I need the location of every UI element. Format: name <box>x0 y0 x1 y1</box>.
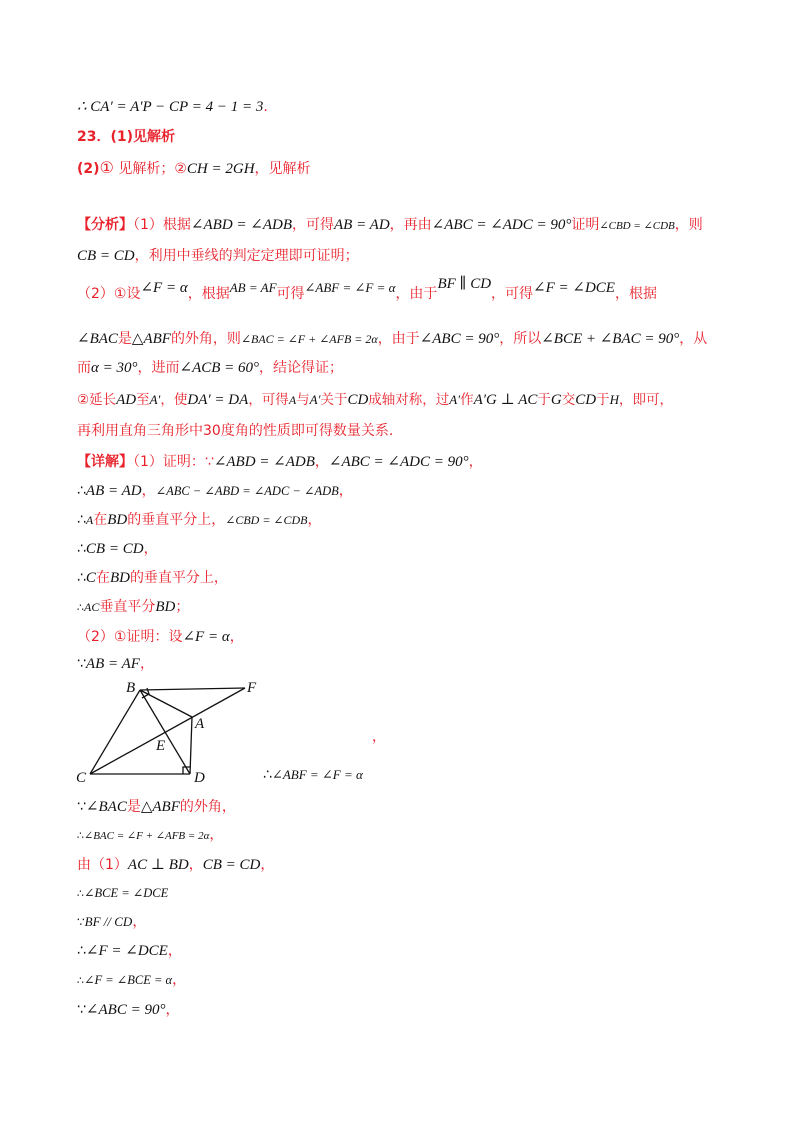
segment-cf <box>90 688 245 774</box>
math-expression: CB = CD <box>85 541 144 557</box>
text: (2) <box>77 161 100 177</box>
text: ，从 <box>679 331 708 347</box>
detail-line-10 <box>77 825 223 846</box>
math-expression: ∠BCE = ∠DCE <box>84 886 169 900</box>
text: ，即可， <box>618 392 673 408</box>
text: ，所以 <box>499 331 542 347</box>
detail-line-16 <box>77 1000 179 1020</box>
text: （2）①设 <box>77 286 141 302</box>
math-expression: ∠ABD = ∠ADB <box>190 217 292 233</box>
math-expression: A′G ⊥ AC <box>473 392 538 408</box>
math-expression: ∠CBD = ∠CDB <box>225 513 308 527</box>
text: ，由于 <box>377 331 420 347</box>
because-symbol: ∵ <box>77 656 86 672</box>
math-expression: ∠ABC = ∠ADC = 90° <box>328 454 469 470</box>
text: 23．(1)见解析 <box>77 129 176 145</box>
math-expression: ∠ABF = ∠F = α <box>304 280 396 295</box>
detail-line-11 <box>77 855 274 875</box>
math-expression: AD <box>116 392 137 408</box>
text: 在 <box>95 570 110 586</box>
math-expression: ∠ABC = 90° <box>85 1002 166 1018</box>
text: 与 <box>296 392 310 408</box>
text: ，见解析 <box>254 161 311 177</box>
text: 可得 <box>276 286 305 302</box>
label-a: A <box>195 716 205 732</box>
detail-line-5 <box>77 568 228 588</box>
math-expression: ∠ABC − ∠ABD = ∠ADC − ∠ADB <box>155 484 339 498</box>
text: ，根据 <box>614 286 657 302</box>
text-punct: . <box>263 99 268 115</box>
text: ，结论得证； <box>259 360 344 376</box>
text: ， <box>307 512 322 528</box>
detail-line-15 <box>77 970 186 991</box>
math-expression: ∴ CA′ = A′P − CP = 4 − 1 = 3 <box>77 99 264 115</box>
analysis-line-3 <box>77 276 657 304</box>
text: ， <box>229 629 244 645</box>
math-expression: C <box>85 570 96 586</box>
text: 的外角， <box>179 799 236 815</box>
math-expression: A <box>85 513 94 527</box>
analysis-line-1 <box>77 215 703 236</box>
text: ，利用中垂线的判定定理即可证明； <box>134 248 359 264</box>
therefore-symbol: ∴ <box>77 570 86 586</box>
text: ，可得 <box>491 286 534 302</box>
math-expression: AB = AF <box>229 280 277 295</box>
math-expression: H <box>609 392 619 407</box>
text: 是 <box>117 331 132 347</box>
therefore-symbol: ∴ <box>263 767 272 783</box>
math-expression: α = 30° <box>91 360 138 376</box>
text: （2）①证明：设 <box>77 629 183 645</box>
math-expression: ∠ACB = 60° <box>179 360 260 376</box>
math-expression: ∠F = ∠BCE = α <box>84 973 173 987</box>
therefore-symbol: ∴ <box>77 943 86 959</box>
detail-line-13 <box>77 912 146 932</box>
text: ，使 <box>160 392 188 408</box>
therefore-symbol: ∴ <box>77 829 84 842</box>
math-expression: A′ <box>449 392 461 407</box>
analysis-line-6 <box>77 390 673 410</box>
math-expression: BF // CD <box>84 914 133 929</box>
math-expression: ∠ABF = ∠F = α <box>271 767 363 782</box>
text: ， <box>338 483 353 499</box>
detail-line-2 <box>77 481 353 501</box>
math-expression: ∠F = ∠DCE <box>533 280 615 296</box>
analysis-line-4 <box>77 329 707 349</box>
math-expression: ∠ABC = ∠ADC = 90° <box>431 217 572 233</box>
text: 证明 <box>571 217 600 233</box>
text: 再利用直角三角形中30度角的性质即可得数量关系. <box>77 423 394 439</box>
because-symbol: ∵ <box>77 915 85 929</box>
figure-comma <box>372 727 386 747</box>
text: ， <box>314 454 329 470</box>
text: ， <box>165 1002 180 1018</box>
therefore-symbol: ∴ <box>77 483 86 499</box>
text: 于 <box>596 392 610 408</box>
math-expression: CB = CD <box>202 857 261 873</box>
detail-line-7 <box>77 627 244 647</box>
segment-da <box>190 717 192 774</box>
therefore-symbol: ∴ <box>77 512 86 528</box>
because-symbol: ∵ <box>77 1002 86 1018</box>
math-expression: CB = CD <box>77 248 135 264</box>
text: 于 <box>537 392 551 408</box>
text: 而 <box>77 360 91 376</box>
math-expression: BD <box>109 570 130 586</box>
text: 至 <box>136 392 150 408</box>
therefore-symbol: ∴ <box>77 541 86 557</box>
text: （1）证明：∵ <box>133 454 214 470</box>
text: ， <box>172 972 187 988</box>
text: 成轴对称，过 <box>368 392 450 408</box>
label-d: D <box>194 770 205 786</box>
text: 的外角，则 <box>170 331 241 347</box>
text: 垂直平分 <box>99 599 156 615</box>
text: ， <box>372 729 386 745</box>
math-expression: ∠BCE + ∠BAC = 90° <box>541 331 680 347</box>
math-expression: AC <box>84 600 100 614</box>
detail-line-3 <box>77 510 321 530</box>
text: 交 <box>561 392 576 408</box>
math-expression: G <box>550 392 562 408</box>
math-expression: CD <box>347 392 369 408</box>
text: ②延长 <box>77 392 117 408</box>
text: 的垂直平分上， <box>129 570 228 586</box>
text: ， <box>260 857 275 873</box>
math-expression: ∠BAC = ∠F + ∠AFB = 2α <box>84 830 210 842</box>
analysis-tag: 【分析】 <box>77 217 133 233</box>
text: 作 <box>460 392 474 408</box>
therefore-symbol: ∴ <box>77 601 84 614</box>
math-expression: ∠F = α <box>182 629 230 645</box>
text: 见解析；② <box>113 161 187 177</box>
math-expression: ∠BAC = ∠F + ∠AFB = 2α <box>240 332 378 346</box>
circled-number: ① <box>99 158 114 177</box>
geometry-figure <box>70 678 270 788</box>
text: ，根据 <box>187 286 230 302</box>
math-expression: ∠F = ∠DCE <box>85 943 168 959</box>
question-23-answer-2 <box>77 158 311 179</box>
math-expression: AC ⊥ BD <box>127 857 189 873</box>
label-b: B <box>126 680 136 696</box>
text: 是 <box>126 799 141 815</box>
segment-bc <box>90 690 140 774</box>
math-expression: A′ <box>309 392 321 407</box>
analysis-line-7 <box>77 421 393 441</box>
therefore-symbol: ∴ <box>77 974 84 987</box>
math-expression: △ABF <box>140 799 180 815</box>
analysis-line-2 <box>77 246 359 266</box>
math-expression: BD <box>107 512 128 528</box>
label-f: F <box>247 680 257 696</box>
text: ， <box>468 454 483 470</box>
text: （1）根据 <box>133 217 191 233</box>
text: ， <box>167 943 182 959</box>
math-expression: CH = 2GH <box>186 161 255 177</box>
math-expression: BD <box>155 599 176 615</box>
text: ，可得 <box>292 217 334 233</box>
detail-line-12 <box>77 883 168 904</box>
text: ， <box>132 914 147 930</box>
text: 由（1） <box>77 857 128 873</box>
text: ； <box>175 599 190 615</box>
math-expression: ∠BAC <box>85 799 127 815</box>
math-expression: A′ <box>149 392 161 407</box>
detail-line-14 <box>77 941 182 961</box>
math-expression: AB = AD <box>334 217 390 233</box>
because-symbol: ∵ <box>77 799 86 815</box>
text: 在 <box>93 512 108 528</box>
text: ， <box>139 656 154 672</box>
math-expression: △ABF <box>131 331 171 347</box>
detail-line-8 <box>77 654 154 674</box>
math-expression: AB = AD <box>85 483 142 499</box>
figure-conclusion <box>263 765 363 785</box>
math-expression: AB = AF <box>85 656 140 672</box>
text: ，再由 <box>389 217 432 233</box>
text: ， <box>143 541 158 557</box>
math-expression: ∠ABD = ∠ADB <box>213 454 315 470</box>
label-c: C <box>76 770 87 786</box>
math-expression: BF ∥ CD <box>437 276 492 292</box>
text: 的垂直平分上， <box>127 512 226 528</box>
detail-tag: 【详解】 <box>77 454 133 470</box>
text: ，进而 <box>137 360 180 376</box>
detail-line-9 <box>77 797 236 817</box>
detail-line-6 <box>77 597 189 618</box>
therefore-symbol: ∴ <box>77 887 84 900</box>
text: ， <box>209 827 224 843</box>
math-expression: DA′ = DA <box>187 392 249 408</box>
segment-bf <box>140 688 245 690</box>
label-e: E <box>156 738 166 754</box>
math-expression: ∠CBD = ∠CDB <box>599 220 675 232</box>
text: 关于 <box>320 392 348 408</box>
text: ， <box>188 857 203 873</box>
text: ，可得 <box>248 392 289 408</box>
text: ，则 <box>674 217 703 233</box>
question-23-answer-1 <box>77 127 175 147</box>
line-ca-prime <box>77 97 268 117</box>
text: ，由于 <box>395 286 438 302</box>
math-expression: A <box>288 393 297 407</box>
math-expression: ∠BAC <box>77 331 118 347</box>
math-expression: ∠F = α <box>140 280 188 296</box>
detail-line-4 <box>77 539 158 559</box>
detail-line-1 <box>77 452 483 472</box>
math-expression: ∠ABC = 90° <box>419 331 500 347</box>
text: ， <box>141 483 156 499</box>
analysis-line-5 <box>77 358 343 378</box>
math-expression: CD <box>575 392 597 408</box>
